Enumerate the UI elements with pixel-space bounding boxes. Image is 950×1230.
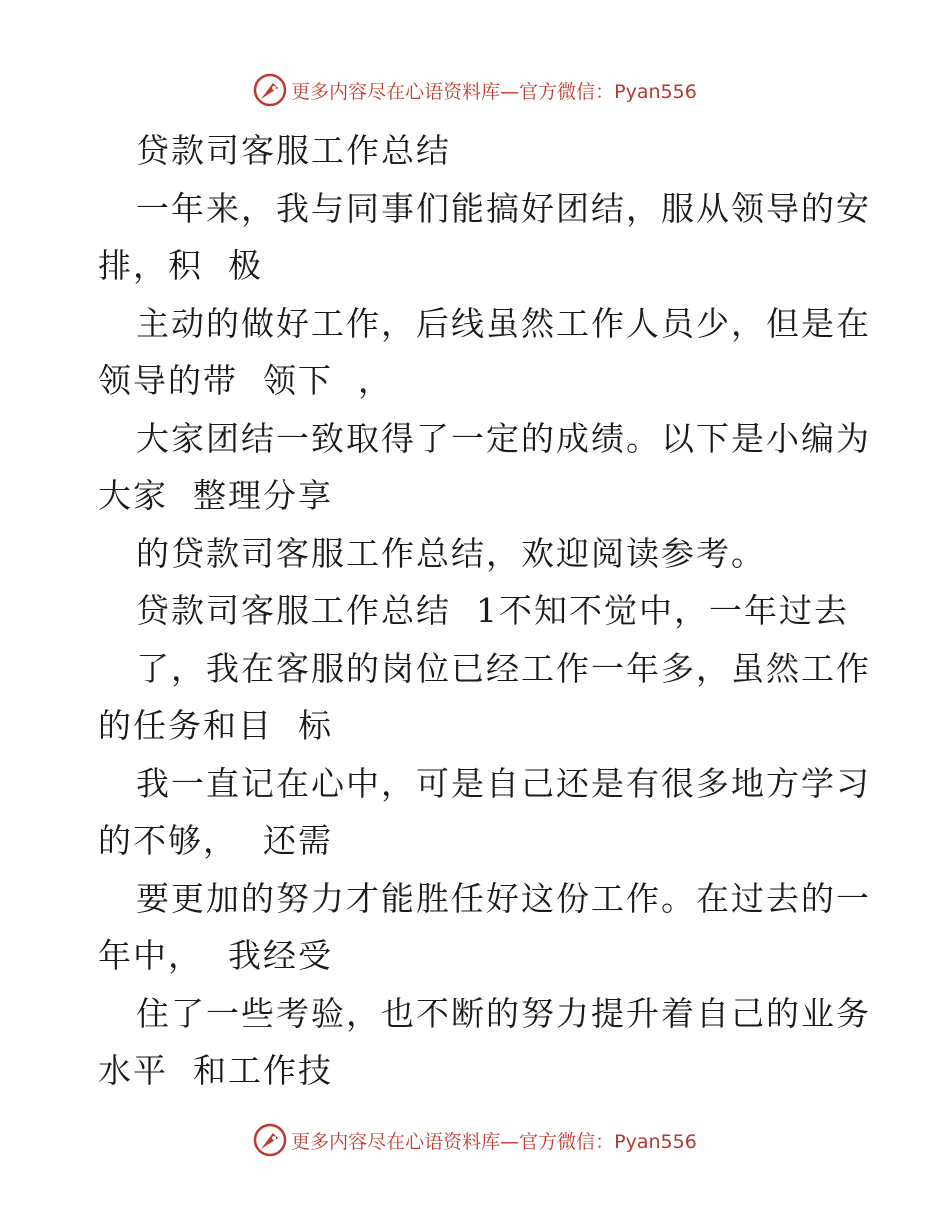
- wechat-id: Pyan556: [614, 1130, 697, 1153]
- pen-nib-logo-icon: [253, 73, 287, 107]
- wechat-id: Pyan556: [614, 80, 697, 103]
- text-line: 要更加的努力才能胜任好这份工作。在过去的一: [136, 878, 871, 918]
- text-line: 大家团结一致取得了一定的成绩。以下是小编为: [136, 418, 871, 458]
- text-line: 的任务和目 标: [98, 706, 333, 745]
- text-line: 领导的带 领下 ，: [98, 361, 393, 400]
- text-line: 的不够， 还需: [98, 821, 333, 860]
- banner-text: 更多内容尽在心语资料库—官方微信：Pyan556: [291, 80, 697, 103]
- text-line: 主动的做好工作，后线虽然工作人员少，但是在: [136, 303, 871, 343]
- text-line: 贷款司客服工作总结: [136, 131, 451, 170]
- pen-nib-logo-icon: [253, 1123, 287, 1157]
- text-line: 了，我在客服的岗位已经工作一年多，虽然工作: [136, 648, 871, 688]
- text-line: 排，积 极: [98, 246, 263, 285]
- document-body: [98, 122, 871, 1100]
- header-banner: [0, 70, 950, 110]
- text-line: 年中， 我经受: [98, 936, 333, 975]
- text-line: 水平 和工作技: [98, 1051, 333, 1090]
- banner-text: 更多内容尽在心语资料库—官方微信：Pyan556: [291, 1130, 697, 1153]
- text-line: 我一直记在心中，可是自己还是有很多地方学习: [136, 763, 871, 803]
- text-line: 一年来，我与同事们能搞好团结，服从领导的安: [136, 188, 871, 228]
- text-line: 大家 整理分享: [98, 476, 333, 515]
- text-line: 的贷款司客服工作总结，欢迎阅读参考。: [136, 533, 766, 573]
- text-line: 住了一些考验，也不断的努力提升着自己的业务: [136, 993, 871, 1033]
- footer-banner: [0, 1120, 950, 1160]
- text-line: 贷款司客服工作总结 1不知不觉中，一年过去: [136, 591, 849, 630]
